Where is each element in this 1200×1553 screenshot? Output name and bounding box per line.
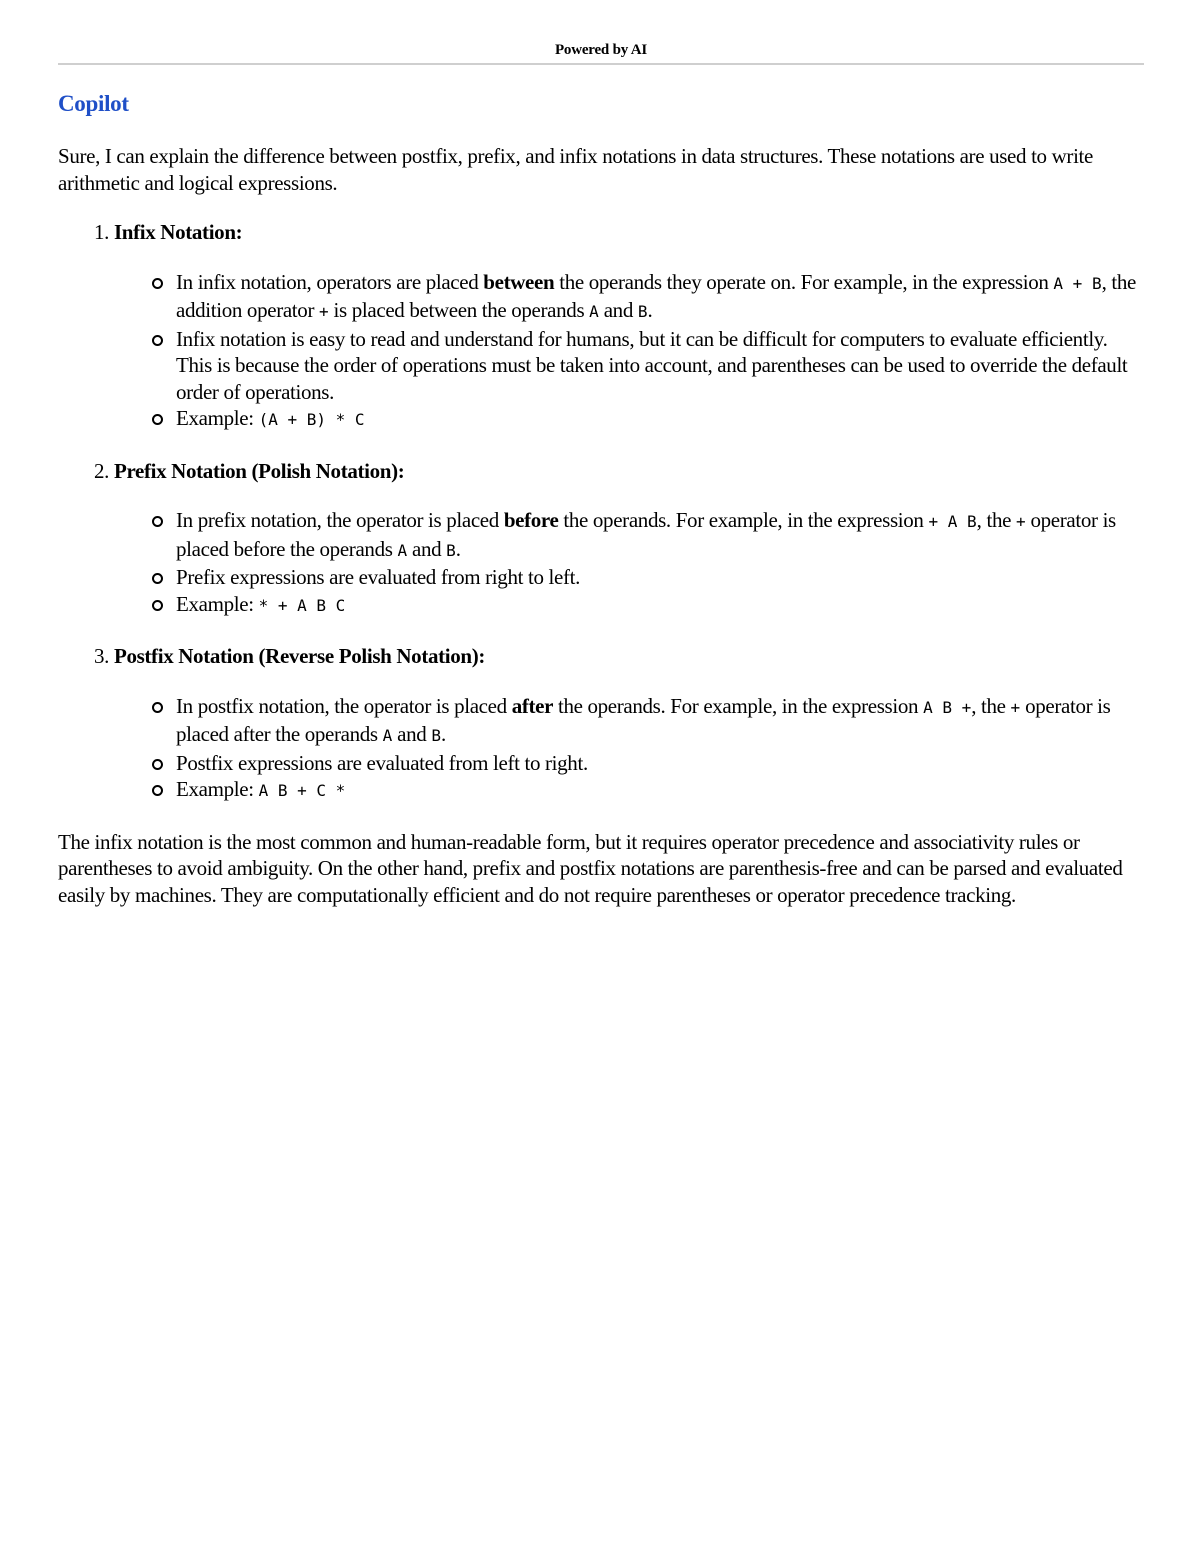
- text-run: Example:: [176, 591, 259, 616]
- inline-code: A: [397, 540, 408, 560]
- inline-code: +: [1010, 697, 1021, 717]
- closing-paragraph: The infix notation is the most common and human-readable form, but it requires operator precedence and associativity rules or parentheses to avoid ambiguity. On the other hand, prefix and postfix notations are parenthesis-free and can be parsed and evaluated easily by machines. They are computationally efficient and do not require parentheses or operator precedence tracking.: [58, 829, 1123, 907]
- bold-text: after: [511, 693, 554, 718]
- bullet-circle-icon: [152, 759, 163, 770]
- text-run: .: [455, 536, 461, 561]
- intro-paragraph: Sure, I can explain the difference between postfix, prefix, and infix notations in data structures. These notations are used to write arithmetic and logical expressions.: [58, 144, 1094, 195]
- text-run: and: [407, 536, 447, 561]
- section-title: [58, 643, 1144, 670]
- list-item: [176, 269, 1144, 326]
- bullet-circle-icon: [152, 278, 163, 289]
- text-run: operator is placed before the operands: [176, 508, 1116, 561]
- document-page: [58, 0, 1144, 908]
- bullet-circle-icon: [152, 600, 163, 611]
- inline-code: +: [319, 302, 329, 321]
- text-run: .: [440, 722, 446, 746]
- inline-code: + A B: [928, 512, 977, 531]
- section-heading: Infix Notation:: [113, 220, 243, 244]
- inline-code: B: [637, 302, 648, 321]
- section-prefix: [58, 458, 1144, 620]
- bullet-circle-icon: [152, 414, 163, 425]
- inline-code: * + A B C: [258, 595, 346, 615]
- text-run: the operands. For example, in the expression: [553, 693, 924, 718]
- list-item: [176, 776, 1144, 805]
- inline-code: A: [382, 726, 393, 745]
- inline-code: B: [446, 540, 456, 560]
- inline-code: A: [589, 302, 599, 321]
- text-run: operator is placed after the operands: [176, 693, 1111, 746]
- list-item: [176, 591, 1144, 620]
- inline-code: A + B: [1053, 273, 1102, 293]
- inline-code: +: [1015, 512, 1026, 531]
- section-title: [58, 219, 1144, 246]
- list-item: [176, 693, 1144, 750]
- text-run: the operands. For example, in the expression: [558, 508, 929, 532]
- text-run: the operands they operate on. For example, in the expression: [554, 269, 1054, 294]
- bullet-circle-icon: [152, 785, 163, 796]
- text-run: Infix notation is easy to read and understand for humans, but it can be difficult for computers to evaluate efficiently. This is because the order of operations must be taken into account, and parentheses can be used to override the default order of operations.: [176, 326, 1128, 404]
- bullet-circle-icon: [152, 702, 163, 713]
- bullet-list: [58, 269, 1144, 434]
- list-item: [176, 326, 1144, 406]
- bullet-list: [58, 507, 1144, 619]
- inline-code: A B +: [923, 697, 972, 717]
- inline-code: A B + C *: [258, 781, 346, 800]
- text-run: and: [392, 722, 432, 746]
- section-heading: Prefix Notation (Polish Notation):: [113, 458, 405, 483]
- section-heading: Postfix Notation (Reverse Polish Notation):: [113, 644, 486, 668]
- bullet-circle-icon: [152, 516, 163, 527]
- author-label: Copilot: [58, 91, 129, 116]
- page-header: Powered by AI: [58, 0, 1144, 65]
- bullet-circle-icon: [152, 335, 163, 346]
- section-postfix: [58, 643, 1144, 805]
- notation-sections: [58, 219, 1144, 805]
- list-item: [176, 507, 1144, 564]
- bold-text: between: [483, 269, 555, 294]
- text-run: is placed between the operands: [328, 298, 590, 322]
- inline-code: (A + B) * C: [258, 410, 365, 429]
- text-run: Example:: [176, 406, 259, 430]
- text-run: In prefix notation, the operator is placed: [176, 508, 504, 532]
- bullet-list: [58, 693, 1144, 805]
- text-run: , the: [976, 508, 1016, 532]
- list-item: [176, 750, 1144, 777]
- text-run: , the addition operator: [176, 269, 1136, 322]
- section-number: 2.: [94, 458, 110, 483]
- text-run: In infix notation, operators are placed: [176, 269, 484, 294]
- text-run: Postfix expressions are evaluated from left to right.: [176, 750, 588, 775]
- inline-code: B: [431, 726, 441, 745]
- text-run: Prefix expressions are evaluated from right to left.: [176, 565, 580, 589]
- section-title: [58, 458, 1144, 485]
- section-infix: [58, 219, 1144, 434]
- section-number: 3.: [94, 644, 110, 668]
- text-run: and: [598, 298, 638, 322]
- text-run: In postfix notation, the operator is placed: [176, 693, 512, 718]
- list-item: [176, 564, 1144, 591]
- text-run: Example:: [176, 777, 259, 801]
- list-item: [176, 405, 1144, 434]
- text-run: .: [647, 298, 653, 322]
- text-run: , the: [971, 693, 1011, 718]
- section-number: 1.: [94, 220, 110, 244]
- bullet-circle-icon: [152, 573, 163, 584]
- bold-text: before: [503, 508, 559, 532]
